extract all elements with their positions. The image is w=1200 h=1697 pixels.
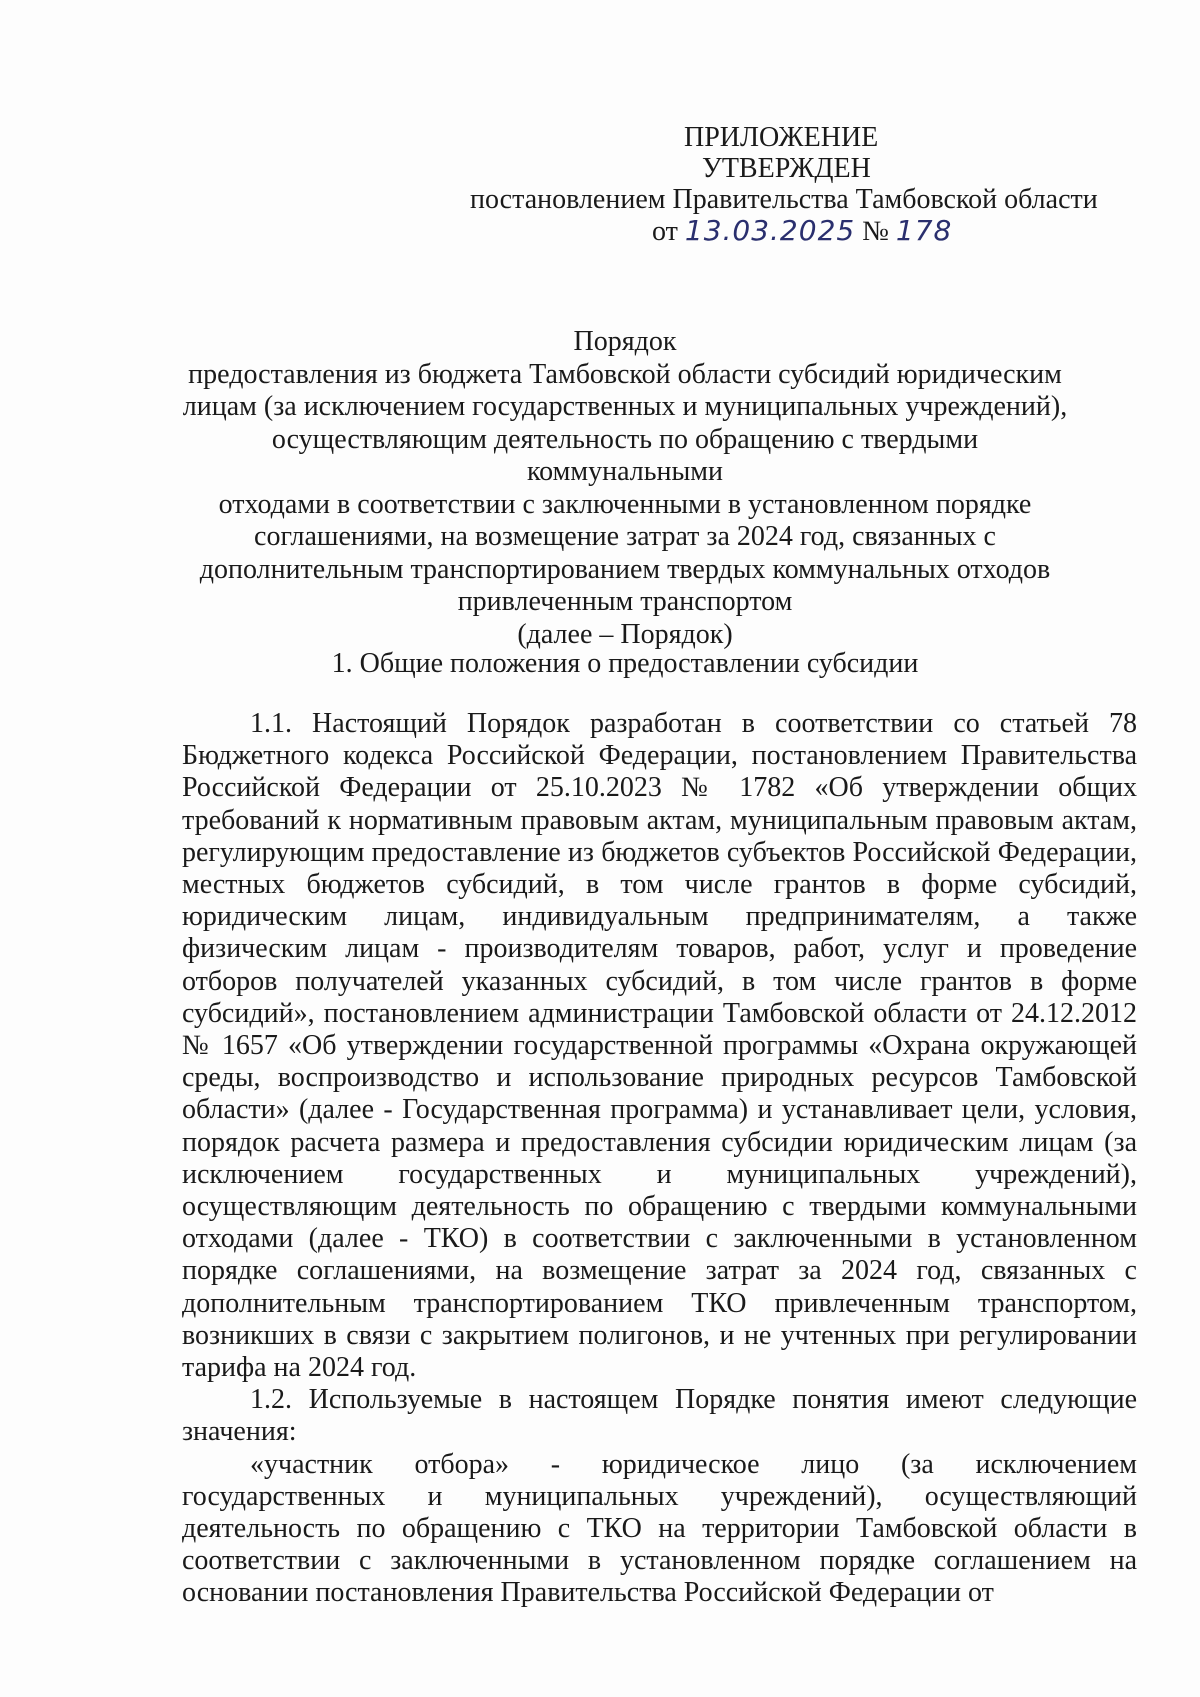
handwritten-date: 13.03.2025 bbox=[684, 214, 856, 247]
from-label: от bbox=[652, 216, 678, 247]
handwritten-number: 178 bbox=[895, 214, 953, 247]
paragraph-1-1: 1.1. Настоящий Порядок разработан в соответствии со статьей 78 Бюджетного кодекса Российской Федерации, постановлением Правительства Российской Федерации от 25.10.2023 № 1782 «Об утверждении общих требований к нормативным правовым актам, муниципальным правовым актам, регулирующим предоставление из бюджетов субъектов Российской Федерации, местных бюджетов субсидий, в том числе грантов в форме субсидий, юридическим лицам, индивидуальным предпринимателям, а также физическим лицам - производителям товаров, работ, услуг и проведение отборов получателей указанных субсидий, в том числе грантов в форме субсидий», постановлением администрации Тамбовской области от 24.12.2012 № 1657 «Об утверждении государственной программы «Охрана окружающей среды, воспроизводство и использование природных ресурсов Тамбовской области» (далее - Государственная программа) и устанавливает цели, условия, порядок расчета размера и предоставления субсидии юридическим лицам (за исключением государственных и муниципальных учреждений), осуществляющим деятельность по обращению с твердыми коммунальными отходами (далее - ТКО) в соответствии с заключенными в установленном порядке соглашениями, на возмещение затрат за 2024 год, связанных с дополнительным транспортированием ТКО привлеченным транспортом, возникших в связи с закрытием полигонов, и не учтенных при регулировании тарифа на 2024 год. bbox=[182, 708, 1137, 1384]
approval-stamp bbox=[470, 122, 1110, 247]
approved-label: УТВЕРЖДЕН bbox=[702, 153, 871, 184]
title-line: (далее – Порядок) bbox=[517, 618, 733, 650]
title-line: привлеченным транспортом bbox=[457, 586, 793, 617]
section-title: 1. Общие положения о предоставлении субсидии bbox=[331, 648, 919, 679]
title-heading: Порядок bbox=[573, 326, 677, 357]
title-line: осуществляющим деятельность по обращению с твердыми коммунальными bbox=[271, 423, 979, 487]
title-line: соглашениями, на возмещение затрат за 2024 год, связанных с bbox=[254, 521, 996, 552]
date-number-line bbox=[470, 215, 1110, 247]
paragraph-1-2: 1.2. Используемые в настоящем Порядке понятия имеют следующие значения: bbox=[182, 1384, 1137, 1448]
paragraph-definition: «участник отбора» - юридическое лицо (за исключением государственных и муниципальных учреждений), осуществляющий деятельность по обращению с ТКО на территории Тамбовской области в соответствии с заключенными в установленном порядке соглашением на основании постановления Правительства Российской Федерации от bbox=[182, 1448, 1137, 1609]
title-line: отходами в соответствии с заключенными в установленном порядке bbox=[218, 488, 1032, 520]
title-line: лицам (за исключением государственных и муниципальных учреждений), bbox=[182, 391, 1068, 422]
title-line: дополнительным транспортированием твердых коммунальных отходов bbox=[199, 553, 1051, 585]
resolution-line: постановлением Правительства Тамбовской области bbox=[470, 184, 1098, 215]
appendix-label: ПРИЛОЖЕНИЕ bbox=[684, 122, 879, 153]
document-body bbox=[182, 708, 1137, 1610]
title-line: предоставления из бюджета Тамбовской области субсидий юридическим bbox=[188, 358, 1062, 390]
number-label: № bbox=[862, 216, 889, 247]
document-title bbox=[180, 326, 1070, 651]
